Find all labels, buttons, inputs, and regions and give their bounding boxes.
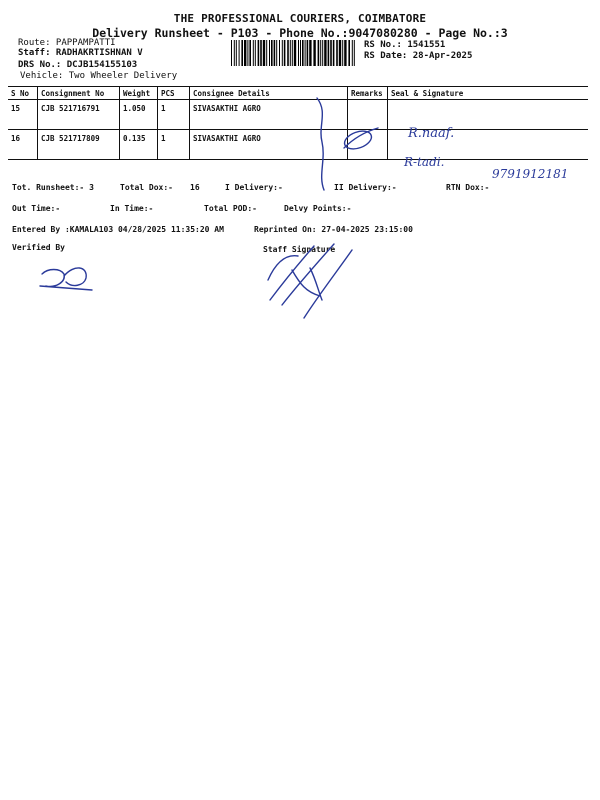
drs-number: DRS No.: DCJB154155103 bbox=[18, 60, 138, 70]
cell-consignment: CJB 521717809 bbox=[38, 130, 120, 160]
cell-consignment: CJB 521716791 bbox=[38, 100, 120, 130]
staff-signature-scribble bbox=[268, 244, 352, 318]
cell-pcs: 1 bbox=[158, 100, 190, 130]
col-seal-signature: Seal & Signature bbox=[388, 87, 589, 100]
vehicle-label: Vehicle: Two Wheeler Delivery bbox=[20, 71, 178, 81]
col-weight: Weight bbox=[120, 87, 158, 100]
col-sno: S No bbox=[8, 87, 38, 100]
cell-sno: 16 bbox=[8, 130, 38, 160]
rtn-dox: RTN Dox:- bbox=[446, 183, 490, 192]
handwritten-phone: 9791912181 bbox=[492, 167, 569, 181]
verified-by-label: Verified By bbox=[12, 243, 65, 252]
total-pod: Total POD:- bbox=[204, 204, 257, 213]
company-title: THE PROFESSIONAL COURIERS, COIMBATORE bbox=[173, 12, 427, 25]
cell-sno: 15 bbox=[8, 100, 38, 130]
bracket-stroke bbox=[317, 98, 324, 190]
staff-label: Staff: RADHAKRTISHNAN V bbox=[18, 48, 143, 58]
col-pcs: PCS bbox=[158, 87, 190, 100]
ii-delivery: II Delivery:- bbox=[334, 183, 397, 192]
cell-consignee: SIVASAKTHI AGRO bbox=[190, 100, 348, 130]
cell-pcs: 1 bbox=[158, 130, 190, 160]
rs-date: RS Date: 28-Apr-2025 bbox=[364, 51, 473, 61]
i-delivery: I Delivery:- bbox=[225, 183, 283, 192]
route-label: Route: PAPPAMPATTI bbox=[18, 38, 116, 48]
handwritten-remark-2: R-tadi. bbox=[404, 155, 445, 169]
in-time: In Time:- bbox=[110, 204, 154, 213]
cell-consignee: SIVASAKTHI AGRO bbox=[190, 130, 348, 160]
total-dox-value: 16 bbox=[190, 183, 200, 192]
rs-number: RS No.: 1541551 bbox=[364, 40, 446, 50]
cell-weight: 0.135 bbox=[120, 130, 158, 160]
handwritten-remark-1: R.naaf. bbox=[408, 126, 455, 141]
delvy-points: Delvy Points:- bbox=[284, 204, 352, 213]
total-dox-label: Total Dox:- bbox=[120, 183, 173, 192]
cell-weight: 1.050 bbox=[120, 100, 158, 130]
tot-runsheet: Tot. Runsheet:- 3 bbox=[12, 183, 94, 192]
reprinted-on: Reprinted On: 27-04-2025 23:15:00 bbox=[254, 225, 413, 234]
staff-signature-label: Staff Signature bbox=[263, 245, 336, 254]
verified-signature bbox=[40, 268, 92, 290]
col-consignee: Consignee Details bbox=[190, 87, 348, 100]
entered-by: Entered By :KAMALA103 04/28/2025 11:35:20 AM bbox=[12, 225, 224, 234]
col-consignment: Consignment No bbox=[38, 87, 120, 100]
out-time: Out Time:- bbox=[12, 204, 61, 213]
col-remarks: Remarks bbox=[348, 87, 388, 100]
runsheet-subtitle: Delivery Runsheet - P103 - Phone No.:9047080280 - Page No.:3 bbox=[92, 26, 508, 40]
